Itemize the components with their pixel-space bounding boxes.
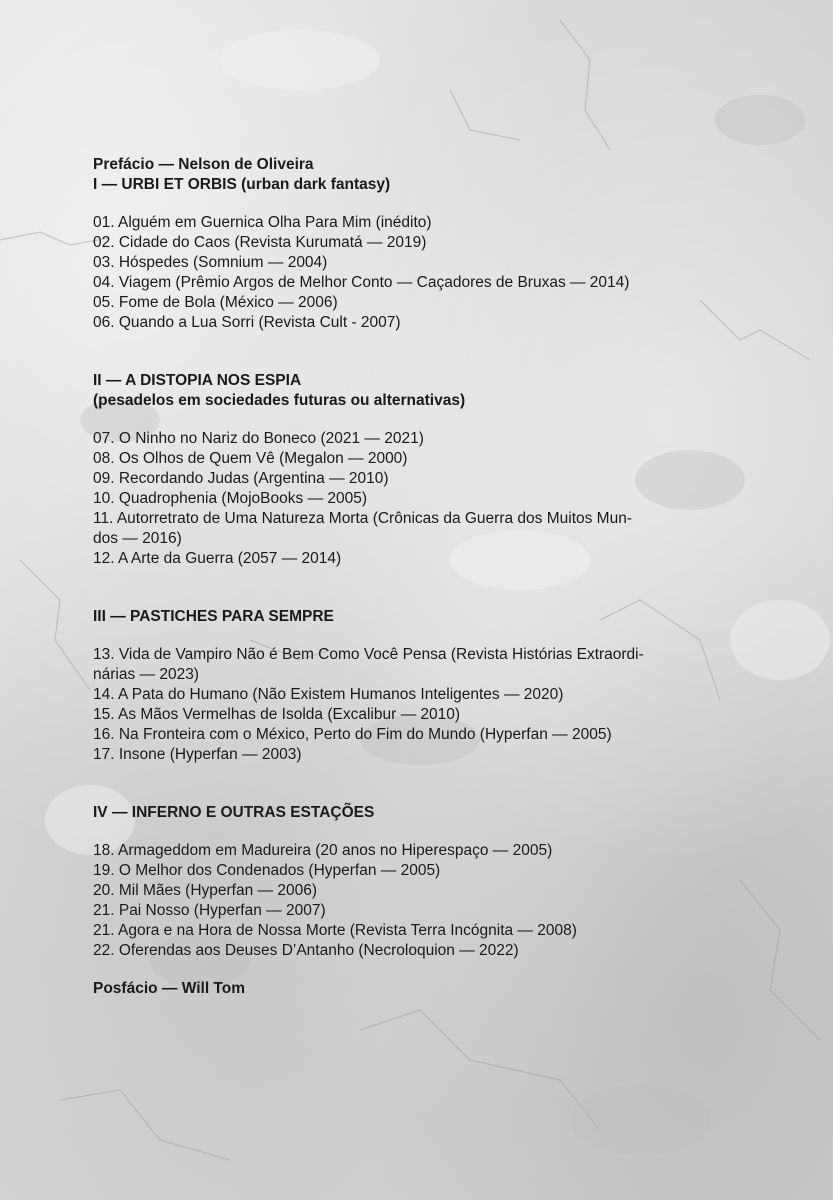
section-4-title: IV — INFERNO E OUTRAS ESTAÇÕES	[93, 804, 375, 821]
section-2-title: II — A DISTOPIA NOS ESPIA	[93, 372, 302, 389]
list-item: 03. Hóspedes (Somnium — 2004)	[93, 254, 328, 271]
list-item: 13. Vida de Vampiro Não é Bem Como Você Pensa (Revista Histórias Extraordi-	[93, 646, 644, 663]
list-item: 04. Viagem (Prêmio Argos de Melhor Conto — Caçadores de Bruxas — 2014)	[93, 274, 630, 291]
list-item: 14. A Pata do Humano (Não Existem Humanos Inteligentes — 2020)	[93, 686, 564, 703]
list-item: 17. Insone (Hyperfan — 2003)	[93, 746, 302, 763]
list-item: 22. Oferendas aos Deuses D’Antanho (Necroloquion — 2022)	[93, 942, 519, 959]
list-item: 01. Alguém em Guernica Olha Para Mim (inédito)	[93, 214, 432, 231]
list-item: 02. Cidade do Caos (Revista Kurumatá — 2019)	[93, 234, 427, 251]
list-item-continuation: dos — 2016)	[93, 530, 182, 547]
section-1-title: I — URBI ET ORBIS (urban dark fantasy)	[93, 176, 391, 193]
section-3	[93, 607, 743, 765]
list-item: 08. Os Olhos de Quem Vê (Megalon — 2000)	[93, 450, 408, 467]
list-item: 05. Fome de Bola (México — 2006)	[93, 294, 338, 311]
list-item: 19. O Melhor dos Condenados (Hyperfan — 2005)	[93, 862, 441, 879]
list-item: 15. As Mãos Vermelhas de Isolda (Excalibur — 2010)	[93, 706, 461, 723]
list-item: 07. O Ninho no Nariz do Boneco (2021 — 2021)	[93, 430, 424, 447]
list-item: 21. Agora e na Hora de Nossa Morte (Revista Terra Incógnita — 2008)	[93, 922, 577, 939]
section-3-title: III — PASTICHES PARA SEMPRE	[93, 608, 334, 625]
list-item: 06. Quando a Lua Sorri (Revista Cult - 2007)	[93, 314, 401, 331]
table-of-contents	[93, 155, 743, 999]
section-4	[93, 803, 743, 961]
list-item: 20. Mil Mães (Hyperfan — 2006)	[93, 882, 317, 899]
section-1	[93, 175, 743, 333]
list-item: 18. Armageddom em Madureira (20 anos no Hiperespaço — 2005)	[93, 842, 553, 859]
list-item: 12. A Arte da Guerra (2057 — 2014)	[93, 550, 342, 567]
list-item: 10. Quadrophenia (MojoBooks — 2005)	[93, 490, 367, 507]
section-2-subtitle: (pesadelos em sociedades futuras ou alternativas)	[93, 392, 466, 409]
list-item: 16. Na Fronteira com o México, Perto do Fim do Mundo (Hyperfan — 2005)	[93, 726, 612, 743]
list-item: 09. Recordando Judas (Argentina — 2010)	[93, 470, 389, 487]
afterword-entry: Posfácio — Will Tom	[93, 980, 246, 997]
list-item: 11. Autorretrato de Uma Natureza Morta (Crônicas da Guerra dos Muitos Mun-	[93, 510, 632, 527]
preface-entry: Prefácio — Nelson de Oliveira	[93, 156, 314, 173]
list-item-continuation: nárias — 2023)	[93, 666, 199, 683]
list-item: 21. Pai Nosso (Hyperfan — 2007)	[93, 902, 326, 919]
section-2	[93, 371, 743, 569]
